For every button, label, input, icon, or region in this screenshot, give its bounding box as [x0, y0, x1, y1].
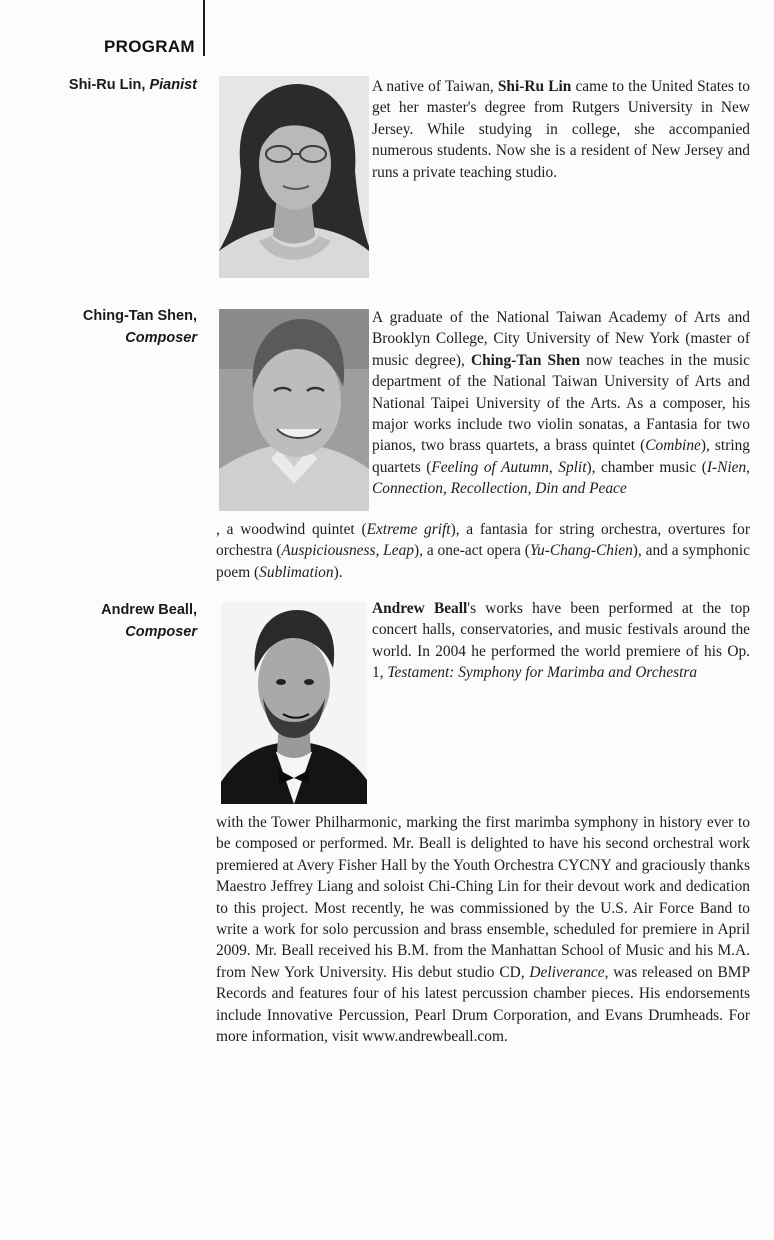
- bio-text: ), a fantasia for string orchestra, overtures for orchestra (: [216, 521, 750, 560]
- bio-ching-tan-shen-top: [372, 307, 750, 500]
- composer-role: Composer: [125, 330, 197, 346]
- bio-name: Ching-Tan Shen: [470, 351, 581, 369]
- bio-text: ), a one-act opera (: [413, 542, 530, 560]
- bio-text: 's works have been performed at the top concert halls, conservatories, and music festivals around the world. In 2004 he performed the world premiere of his Op. 1,: [372, 600, 750, 682]
- composer-role: Composer: [125, 624, 197, 640]
- work-title: Extreme grift: [366, 521, 451, 538]
- header-rule: [203, 0, 205, 56]
- bio-text: , was released on BMP Records and features four of his latest percussion chamber pieces. His endorsements include Innovative Percussion, Pearl Drum Corporation, and Evans Drumheads. For more information, visit www.andrewbeall.com.: [216, 963, 751, 1046]
- bio-text: ), and a symphonic poem (: [216, 542, 750, 581]
- bio-text: now teaches in the music department of the National Taiwan University of Arts and National Taipei University of the Arts. As a composer, his major works include two violin sonatas, a Fantasia for two pianos, two brass quartets, a brass quintet (: [372, 351, 750, 455]
- composer-name: Ching-Tan Shen,: [82, 308, 197, 324]
- bio-shi-ru-lin: [372, 76, 750, 183]
- bio-text: ), string quartets (: [372, 437, 750, 476]
- bio-name: Andrew Beall: [372, 600, 468, 617]
- bio-text: with the Tower Philharmonic, marking the first marimba symphony in history ever to be composed or performed. Mr. Beall is delighted to have his second orchestral work premiered at Avery Fisher Hall by the Youth Orchestra CYCNY and graciously thanks Maestro Jeffrey Liang and soloist Chi-Ching Lin for their devout work and dedication to this project. Most recently, he was commissioned by the U.S. Air Force Band to write a work for solo percussion and brass ensemble, scheduled for premiere in April 2009. Mr. Beall received his B.M. from the Manhattan School of Music and his M.A. from New York University. His debut studio CD,: [216, 814, 750, 981]
- performer-label-shi-ru-lin: [20, 74, 197, 96]
- portrait-ching-tan-shen: [219, 309, 369, 511]
- bio-text: , a woodwind quintet (: [216, 521, 367, 538]
- composer-label-andrew-beall: [20, 599, 197, 643]
- work-title: Auspiciousness, Leap: [281, 542, 414, 560]
- bio-text: came to the United States to get her master's degree from Rutgers University in New Jersey. While studying in college, she accompanied numerous students. Now she is a resident of New Jersey and runs a private teaching studio.: [372, 78, 750, 181]
- bio-andrew-beall-top: [372, 598, 750, 684]
- work-title: Combine: [645, 437, 701, 455]
- page-title: PROGRAM: [104, 37, 195, 56]
- work-title: Sublimation: [259, 563, 334, 581]
- composer-name: Andrew Beall,: [101, 602, 197, 618]
- bio-name: Shi-Ru Lin: [497, 78, 572, 95]
- portrait-andrew-beall: [221, 602, 367, 804]
- performer-role: Pianist: [149, 77, 197, 93]
- portrait-shi-ru-lin: [219, 76, 369, 278]
- work-title: Yu-Chang-Chien: [529, 542, 633, 560]
- bio-text: ), chamber music (: [586, 458, 707, 476]
- work-title: Deliverance: [529, 963, 605, 981]
- performer-name: Shi-Ru Lin,: [68, 77, 146, 93]
- composer-label-ching-tan-shen: [20, 305, 197, 349]
- work-title: I-Nien, Connection, Recollection, Din and Peace: [372, 458, 750, 498]
- bio-andrew-beall-bottom: [216, 812, 750, 1047]
- work-title: Testament: Symphony for Marimba and Orchestra: [387, 664, 698, 682]
- work-title: Feeling of Autumn, Split: [431, 458, 587, 476]
- bio-text: ).: [333, 563, 343, 581]
- bio-text: A graduate of the National Taiwan Academy of Arts and Brooklyn College, City University of New York (master of music degree),: [372, 309, 750, 369]
- bio-text: A native of Taiwan,: [372, 78, 498, 95]
- bio-ching-tan-shen-bottom: [216, 519, 750, 583]
